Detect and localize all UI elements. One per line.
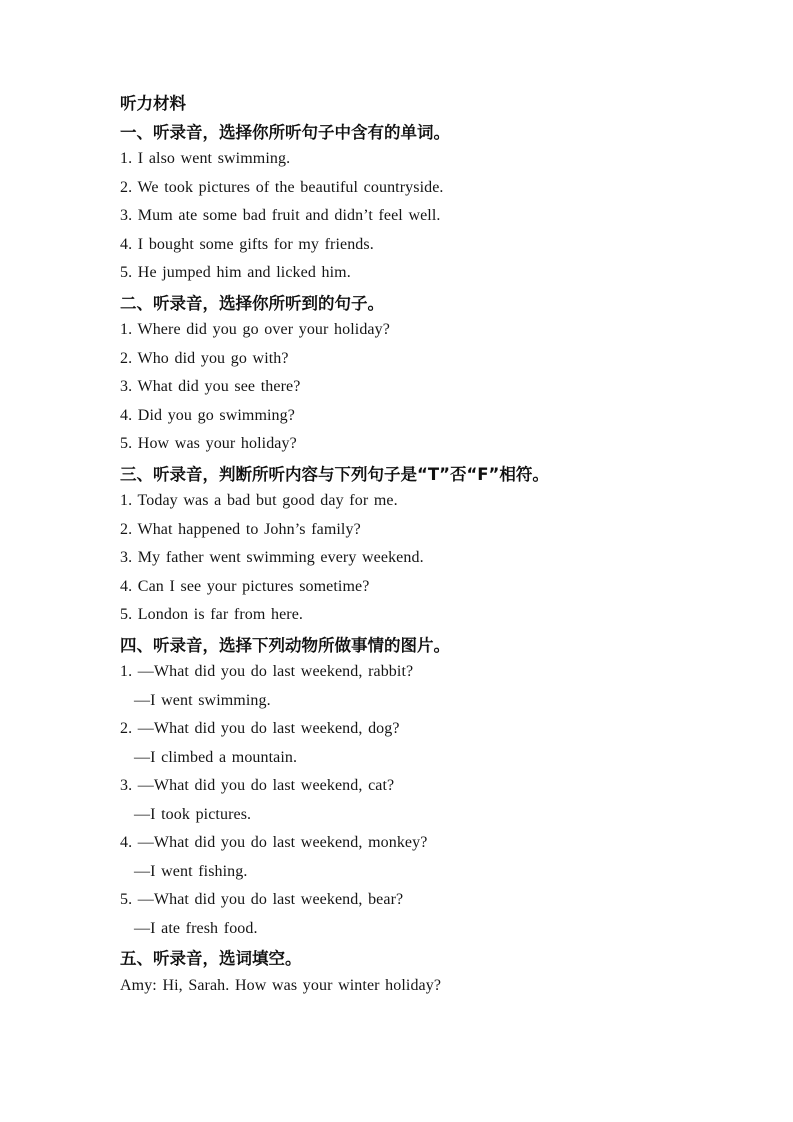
list-item: 3. Mum ate some bad fruit and didn’t feel well. — [120, 207, 441, 225]
dialog-reply-line: —I went swimming. — [134, 691, 271, 709]
dialog-line: Amy: Hi, Sarah. How was your winter holiday? — [120, 976, 442, 994]
list-item: 2. What happened to John’s family? — [120, 520, 361, 538]
section-5-heading: 五、听录音，选词填空。 — [120, 949, 302, 969]
list-item: 4. Can I see your pictures sometime? — [120, 577, 370, 595]
dialog-question-line: 5. —What did you do last weekend, bear? — [120, 891, 404, 909]
dialog-reply-line: —I climbed a mountain. — [134, 748, 298, 766]
section-1-heading: 一、听录音，选择你所听句子中含有的单词。 — [120, 122, 450, 142]
list-item: 5. London is far from here. — [120, 606, 304, 624]
dialog-reply-line: —I went fishing. — [134, 862, 248, 880]
dialog-question-line: 2. —What did you do last weekend, dog? — [120, 720, 400, 738]
list-item: 3. My father went swimming every weekend. — [120, 549, 424, 567]
list-item: 1. I also went swimming. — [120, 150, 291, 168]
section-2-heading: 二、听录音，选择你所听到的句子。 — [120, 293, 384, 313]
section-3-heading: 三、听录音，判断所听内容与下列句子是“T”否“F”相符。 — [120, 464, 549, 484]
list-item: 5. How was your holiday? — [120, 435, 297, 453]
list-item: 4. I bought some gifts for my friends. — [120, 235, 374, 253]
page-title: 听力材料 — [120, 94, 186, 114]
list-item: 2. Who did you go with? — [120, 349, 289, 367]
dialog-reply-line: —I ate fresh food. — [134, 919, 258, 937]
dialog-reply-line: —I took pictures. — [134, 805, 252, 823]
list-item: 1. Where did you go over your holiday? — [120, 321, 390, 339]
dialog-question-line: 1. —What did you do last weekend, rabbit? — [120, 663, 414, 681]
list-item: 2. We took pictures of the beautiful countryside. — [120, 178, 444, 196]
list-item: 1. Today was a bad but good day for me. — [120, 492, 398, 510]
section-4-heading: 四、听录音，选择下列动物所做事情的图片。 — [120, 635, 450, 655]
list-item: 3. What did you see there? — [120, 378, 301, 396]
listening-material-transcript — [120, 88, 720, 1000]
list-item: 5. He jumped him and licked him. — [120, 264, 351, 282]
list-item: 4. Did you go swimming? — [120, 406, 295, 424]
dialog-question-line: 3. —What did you do last weekend, cat? — [120, 777, 395, 795]
dialog-question-line: 4. —What did you do last weekend, monkey? — [120, 834, 428, 852]
